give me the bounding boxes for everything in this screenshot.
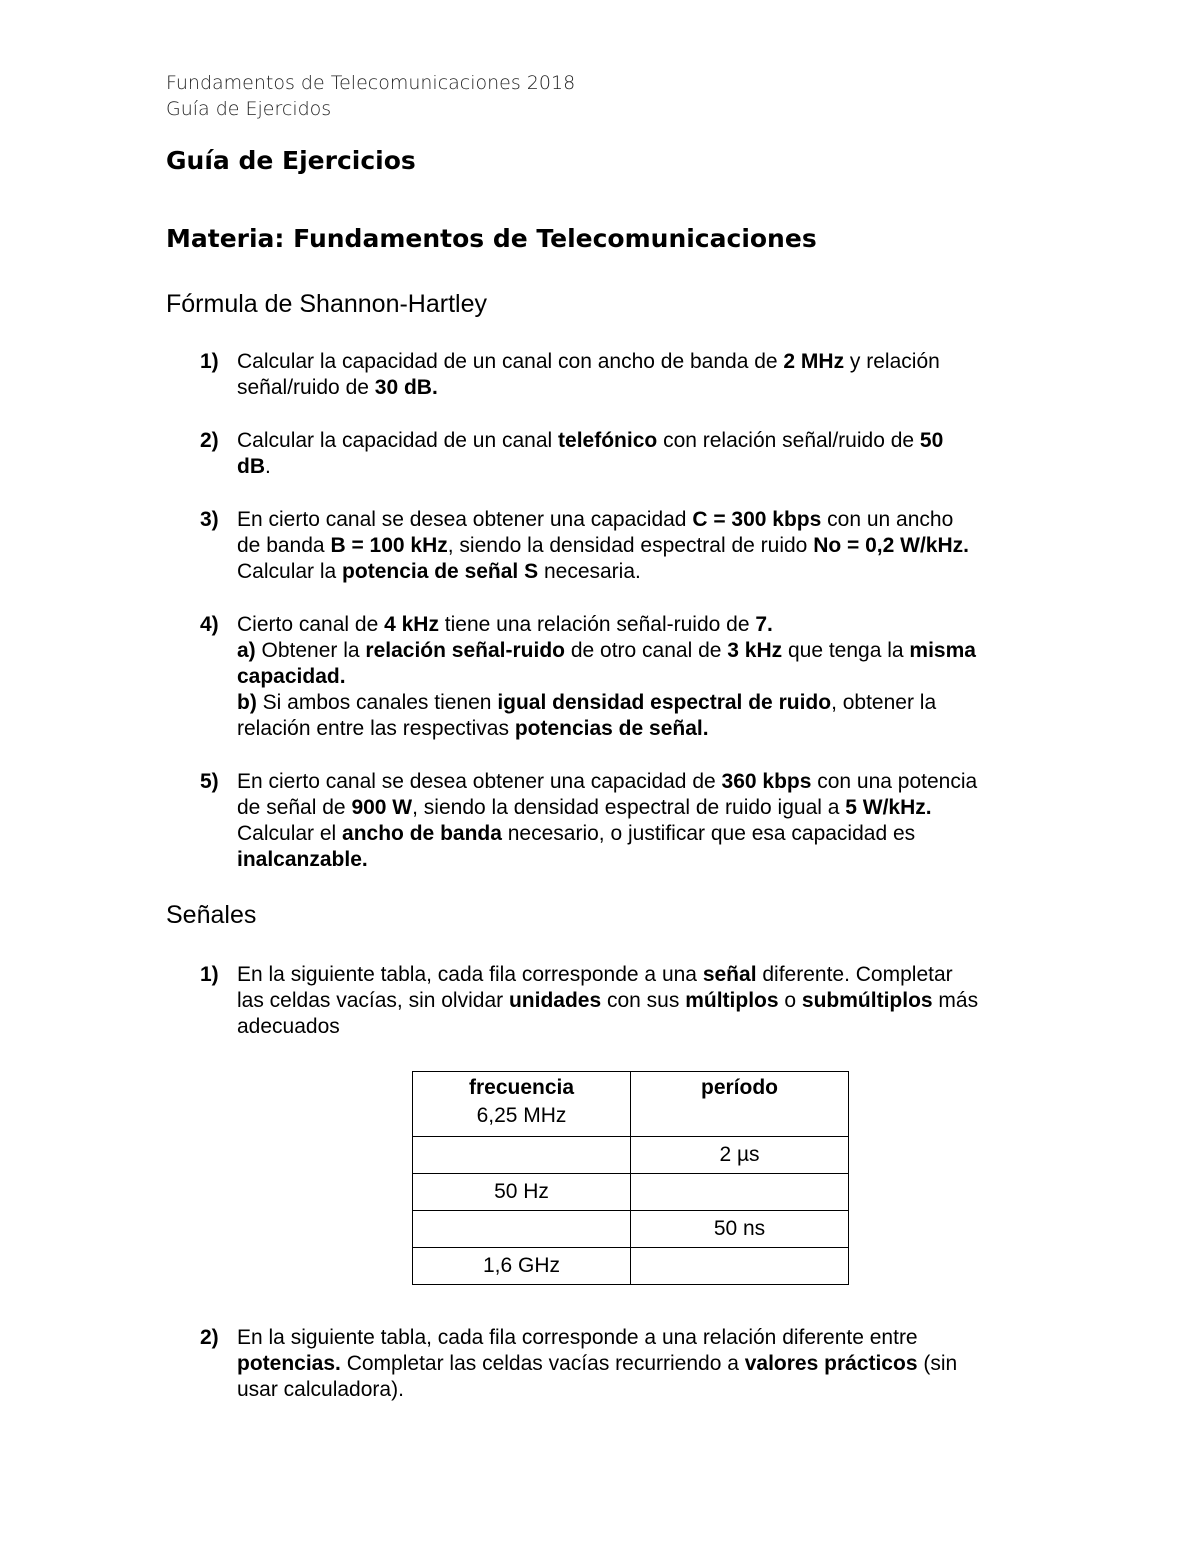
text-run: En cierto canal se desea obtener una capacidad [237, 508, 693, 531]
subject-title: Materia: Fundamentos de Telecomunicaciones [166, 224, 817, 253]
cell-value: 6,25 MHz [476, 1104, 567, 1127]
text-run-bold: ancho de banda [342, 822, 502, 845]
text-run: que tenga la [782, 639, 910, 662]
page-header [166, 70, 575, 122]
text-run: , siendo la densidad espectral de ruido igual a [412, 796, 846, 819]
table-cell [413, 1211, 631, 1248]
text-run-bold: a) [237, 639, 256, 662]
text-run: de otro canal de [564, 639, 728, 662]
text-run-bold: capacidad. [237, 665, 346, 688]
text-run-bold: 7 [755, 613, 768, 636]
text-run: Calcular la [237, 560, 343, 583]
text-run-bold: b) [237, 691, 257, 714]
table-cell: 1,6 GHz [413, 1248, 631, 1285]
text-run: En la siguiente tabla, cada fila corresponde a una [237, 963, 703, 986]
text-run: Obtener la [255, 639, 366, 662]
text-run: Si ambos canales tienen [256, 691, 498, 714]
table-cell: 2 µs [631, 1137, 849, 1174]
table-row [413, 1072, 849, 1137]
exercise-number: 5) [200, 770, 219, 793]
text-run-bold: potencias. [237, 1352, 341, 1375]
frequency-period-table [412, 1071, 849, 1285]
text-run: y relación [844, 350, 940, 373]
text-run: con un ancho [821, 508, 954, 531]
text-run: usar calculadora). [237, 1378, 404, 1401]
text-run-bold: 50 [919, 429, 944, 452]
text-run: Cierto canal de [237, 613, 385, 636]
text-run-bold: No = 0,2 W/kHz [813, 534, 964, 557]
text-run: Calcular la capacidad de un canal con ancho de banda de [237, 350, 784, 373]
table-cell [631, 1072, 849, 1137]
document-title: Guía de Ejercicios [166, 146, 416, 175]
table-cell [631, 1174, 849, 1211]
text-run-bold: 4 kHz [384, 613, 439, 636]
text-run-bold: telefónico [558, 429, 658, 452]
table-row [413, 1174, 849, 1211]
text-run-bold: dB [237, 455, 265, 478]
text-run: con sus [601, 989, 686, 1012]
text-run-bold: 360 kbps [721, 770, 812, 793]
text-run-bold: . [702, 717, 709, 740]
text-run-bold: múltiplos [685, 989, 779, 1012]
table-cell [631, 1248, 849, 1285]
text-run: con una potencia [811, 770, 978, 793]
text-run: En cierto canal se desea obtener una capacidad de [237, 770, 722, 793]
text-run: con relación señal/ruido de [657, 429, 920, 452]
text-run-bold: valores prácticos [744, 1352, 918, 1375]
exercise-number: 3) [200, 508, 219, 531]
text-run-bold: igual densidad espectral de ruido [497, 691, 832, 714]
header-line-1: Fundamentos de Telecomunicaciones 2018 [166, 72, 576, 94]
text-run: , siendo la densidad espectral de ruido [447, 534, 814, 557]
text-run: En la siguiente tabla, cada fila corresponde a una relación diferente entre [237, 1326, 918, 1349]
text-run: Calcular el [237, 822, 343, 845]
text-run: de banda [237, 534, 331, 557]
text-run-bold: 5 W/kHz [845, 796, 926, 819]
table-row [413, 1248, 849, 1285]
section-heading-shannon: Fórmula de Shannon-Hartley [166, 290, 487, 318]
text-run: necesaria. [538, 560, 641, 583]
table-cell: 50 ns [631, 1211, 849, 1248]
text-run: o [778, 989, 802, 1012]
text-run-bold: B = 100 kHz [330, 534, 448, 557]
text-run: relación entre las respectivas [237, 717, 515, 740]
exercise-number: 2) [200, 1326, 219, 1349]
column-header-frequency: frecuencia [468, 1076, 575, 1099]
text-run-bold: 900 W [351, 796, 413, 819]
text-run-bold: . [767, 613, 773, 636]
column-header-period: período [701, 1076, 778, 1099]
text-run: Completar las celdas vacías recurriendo a [340, 1352, 745, 1375]
text-run-bold: C = 300 kbps [692, 508, 822, 531]
text-run-bold: unidades [508, 989, 602, 1012]
text-run: diferente. Completar [756, 963, 953, 986]
text-run: . [265, 455, 271, 478]
table-cell [413, 1137, 631, 1174]
text-run: adecuados [237, 1015, 340, 1038]
text-run: más [932, 989, 979, 1012]
exercise-number: 1) [200, 350, 219, 373]
text-run-bold: inalcanzable [237, 848, 362, 871]
text-run: necesario, o justificar que esa capacidad es [501, 822, 916, 845]
text-run: tiene una relación señal-ruido de [438, 613, 756, 636]
header-line-2: Guía de Ejercidos [166, 98, 332, 120]
table-cell: 50 Hz [413, 1174, 631, 1211]
text-run-bold: . [963, 534, 969, 557]
exercise-number: 4) [200, 613, 219, 636]
text-run-bold: . [361, 848, 368, 871]
exercise-number: 2) [200, 429, 219, 452]
text-run-bold: señal [702, 963, 757, 986]
table-row [413, 1137, 849, 1174]
text-run: señal/ruido de [237, 376, 375, 399]
text-run-bold: . [925, 796, 932, 819]
exercise-number: 1) [200, 963, 219, 986]
text-run-bold: relación señal-ruido [365, 639, 565, 662]
text-run-bold: submúltiplos [801, 989, 933, 1012]
text-run-bold: 30 dB [374, 376, 432, 399]
text-run-bold: potencia de señal S [342, 560, 539, 583]
text-run-bold: 2 MHz [783, 350, 845, 373]
table-row [413, 1211, 849, 1248]
text-run: (sin [917, 1352, 958, 1375]
text-run: , obtener la [831, 691, 937, 714]
text-run: las celdas vacías, sin olvidar [237, 989, 509, 1012]
section-heading-signals: Señales [166, 901, 257, 929]
text-run-bold: misma [909, 639, 976, 662]
text-run: de señal de [237, 796, 352, 819]
text-run-bold: 3 kHz [727, 639, 783, 662]
text-run: Calcular la capacidad de un canal [237, 429, 559, 452]
text-run-bold: . [431, 376, 438, 399]
text-run-bold: potencias de señal [514, 717, 703, 740]
table-cell [413, 1072, 631, 1137]
